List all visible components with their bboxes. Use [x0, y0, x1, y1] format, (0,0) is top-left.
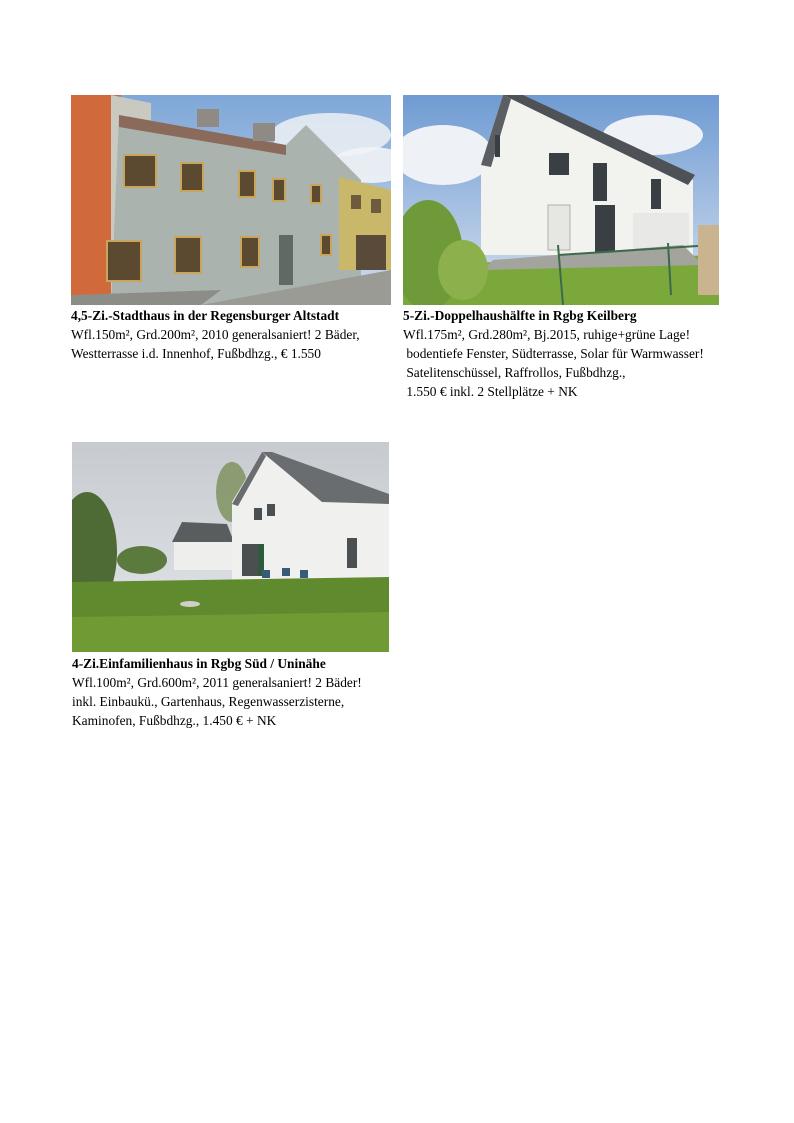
listing-3-details-line-3: Kaminofen, Fußbdhzg., 1.450 € + NK — [72, 713, 277, 728]
listing-1-photo — [71, 95, 391, 305]
listing-3-title: 4-Zi.Einfamilienhaus in Rgbg Süd / Uninähe — [72, 656, 326, 671]
listing-2-details-line-2: bodentiefe Fenster, Südterrasse, Solar für Warmwasser! — [403, 346, 704, 361]
listing-3-photo — [72, 442, 389, 652]
listing-2-details-line-4: 1.550 € inkl. 2 Stellplätze + NK — [403, 384, 578, 399]
listing-1-details-line-2: Westterrasse i.d. Innenhof, Fußbdhzg., € 1.550 — [71, 346, 321, 361]
listing-3-details-line-2: inkl. Einbaukü., Gartenhaus, Regenwasserzisterne, — [72, 694, 345, 709]
listing-1-details-line-1: Wfl.150m², Grd.200m², 2010 generalsaniert! 2 Bäder, — [71, 327, 360, 342]
listing-2-details-line-3: Satelitenschüssel, Raffrollos, Fußbdhzg., — [403, 365, 626, 380]
listing-2-details-line-1: Wfl.175m², Grd.280m², Bj.2015, ruhige+grüne Lage! — [403, 327, 691, 342]
listing-3-details-line-1: Wfl.100m², Grd.600m², 2011 generalsaniert! 2 Bäder! — [72, 675, 362, 690]
listing-1-title: 4,5-Zi.-Stadthaus in der Regensburger Altstadt — [71, 308, 340, 323]
listing-2-photo — [403, 95, 719, 305]
listing-2-title: 5-Zi.-Doppelhaushälfte in Rgbg Keilberg — [403, 308, 637, 323]
